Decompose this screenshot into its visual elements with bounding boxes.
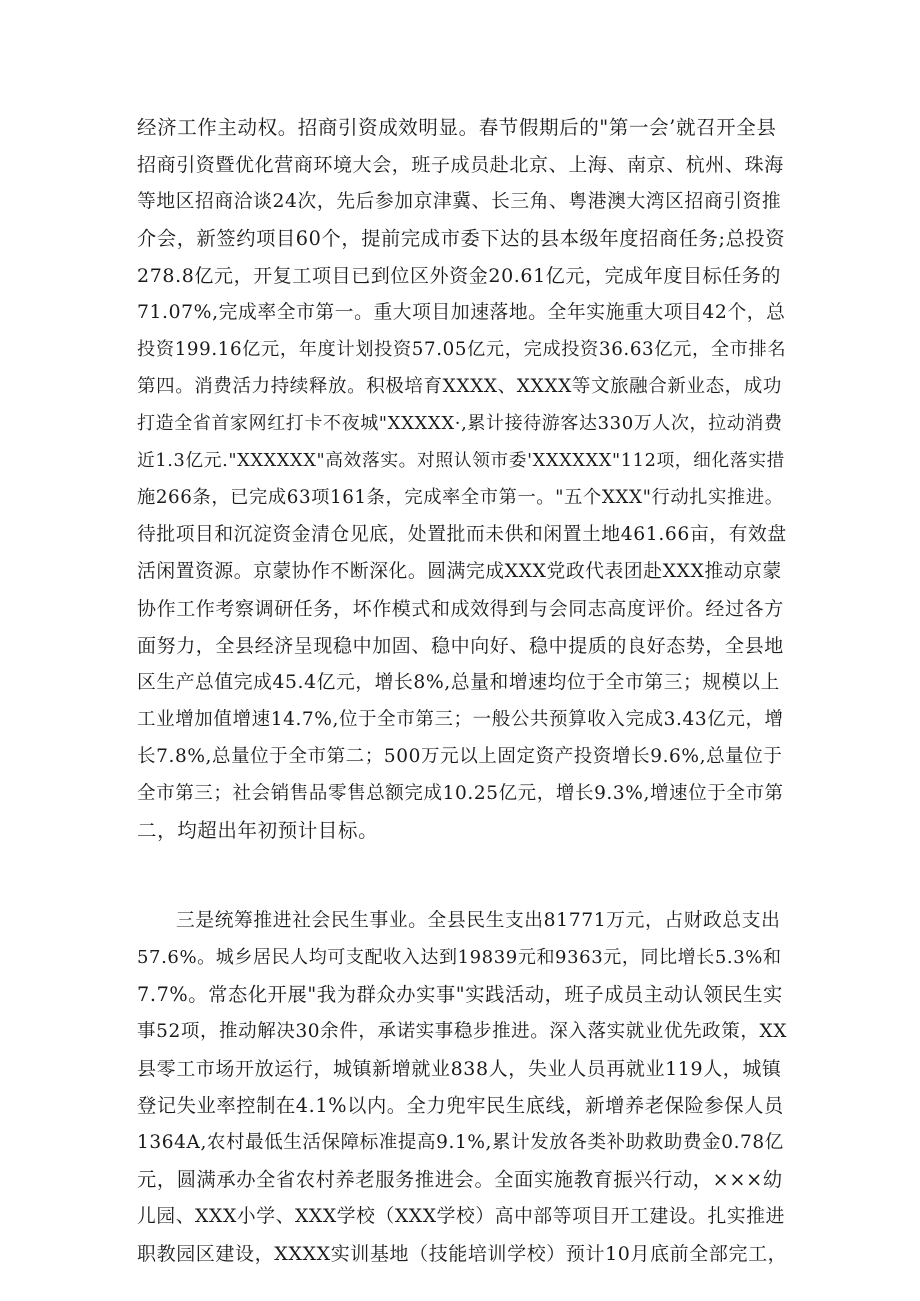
text-line: 元，圆满承办全省农村养老服务推进会。全面实施教育振兴行动，×××幼 — [137, 1168, 783, 1191]
text-line: 等地区招商洽谈24次，先后参加京津冀、长三角、粤港澳大湾区招商引资推 — [137, 191, 782, 212]
text-line: 第四。消费活力持续释放。积极培育XXXX、XXXX等文旅融合新业态，成功 — [137, 376, 782, 397]
text-line: 近1.3亿元."XXXXXX"高效落实。对照认领市委'XXXXXX"112项，细化落实措 — [137, 451, 785, 471]
text-line: 活闲置资源。京蒙协作不断深化。圆满完成XXX党政代表团赴XXX推动京蒙 — [137, 561, 782, 582]
text-line: 待批项目和沉淀资金清仓见底，处置批而未供和闲置土地461.66亩，有效盘 — [137, 524, 787, 545]
text-line: 面努力，全县经济呈现稳中加固、稳中向好、稳中提质的良好态势，全县地 — [137, 635, 784, 657]
text-line: 工业增加值增速14.7%,位于全市第三；一般公共预算收入完成3.43亿元，增 — [137, 709, 784, 730]
text-line: 登记失业率控制在4.1%以内。全力兜牢民生底线，新增养老保险参保人员 — [137, 1094, 784, 1117]
text-line: 7.7%。常态化开展"我为群众办实事"实践活动，班子成员主动认领民生实 — [137, 983, 783, 1006]
text-line: 长7.8%,总量位于全市第二；500万元以上固定资产投资增长9.6%,总量位于 — [137, 746, 783, 767]
text-line: 儿园、XXX小学、XXX学校（XXX学校）高中部等项目开工建设。扎实推进 — [137, 1206, 785, 1227]
text-line: 二，均超出年初预计目标。 — [137, 819, 379, 842]
text-line: 全市第三；社会销售品零售总额完成10.25亿元，增长9.3%,增速位于全市第 — [137, 783, 784, 804]
text-line: 经济工作主动权。招商引资成效明显。春节假期后的"第一会’就召开全县 — [137, 116, 777, 139]
text-line: 区生产总值完成45.4亿元，增长8%,总量和增速均位于全市第三；规模以上 — [137, 672, 780, 693]
text-line: 278.8亿元，开复工项目已到位区外资金20.61亿元，完成年度目标任务的 — [137, 265, 781, 287]
text-line: 57.6%。城乡居民人均可支配收入达到19839元和9363元，同比增长5.3%和 — [137, 947, 782, 968]
text-line: 介会，新签约项目60个，提前完成市委下达的县本级年度招商任务;总投资 — [137, 227, 786, 250]
text-line: 打造全省首家网红打卡不夜城"XXXXX·,累计接待游客达330万人次，拉动消费 — [137, 413, 783, 434]
text-line-indented: 三是统筹推进社会民生事业。全县民生支出81771万元，占财政总支出 — [176, 910, 781, 931]
text-line: 职教园区建设，XXXX实训基地（技能培训学校）预计10月底前全部完工， — [137, 1243, 787, 1265]
text-line: 事52项，推动解决30余件，承诺实事稳步推进。深入落实就业优先政策，XX — [137, 1021, 787, 1042]
text-line: 投资199.16亿元，年度计划投资57.05亿元，完成投资36.63亿元，全市排名 — [137, 339, 787, 360]
text-line: 协作工作考察调研任务，坏作模式和成效得到与会同志高度评价。经过各方 — [137, 598, 784, 620]
text-line: 招商引资暨优化营商环境大会，班子成员赴北京、上海、南京、杭州、珠海 — [137, 154, 784, 176]
text-line: 71.07%,完成率全市第一。重大项目加速落地。全年实施重大项目42个，总 — [137, 302, 786, 323]
text-line: 1364A,农村最低生活保障标准提高9.1%,累计发放各类补助救助费金0.78亿 — [137, 1132, 784, 1153]
text-line: 施266条，已完成63项161条，完成率全市第一。"五个XXX"行动扎实推进。 — [137, 487, 784, 508]
text-line: 县零工市场开放运行，城镇新增就业838人，失业人员再就业119人，城镇 — [137, 1058, 782, 1080]
